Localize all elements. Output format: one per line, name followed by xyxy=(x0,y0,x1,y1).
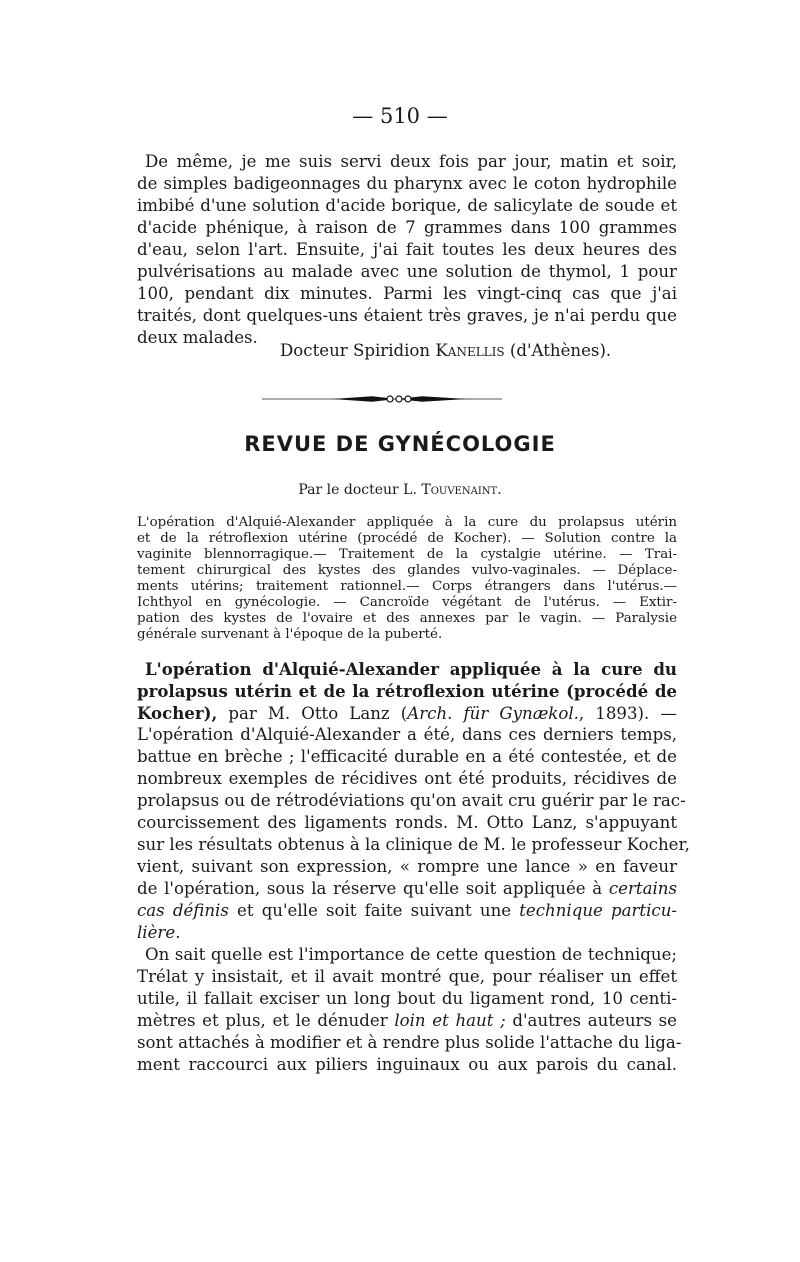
ornamental-rule xyxy=(262,389,502,399)
text-line xyxy=(137,881,677,898)
summary-line: tement chirurgical des kystes des glandes vulvo-vaginales. — Déplace- xyxy=(137,563,677,578)
article-heading-line: L'opération d'Alquié-Alexander appliquée à la cure du xyxy=(145,659,677,679)
text-part: d'autres auteurs se xyxy=(505,1011,677,1030)
summary-line: Ichthyol en gynécologie. — Cancroïde végétant de l'utérus. — Extir- xyxy=(137,595,677,610)
text-line: sont attachés à modifier et à rendre plus solide l'attache du liga- xyxy=(137,1033,682,1052)
heading-bold-part: Kocher), xyxy=(137,703,218,723)
text-part: et qu'elle soit faite suivant une xyxy=(228,901,520,920)
text-line: 100, pendant dix minutes. Parmi les vingt-cinq cas que j'ai xyxy=(137,284,677,303)
text-line: On sait quelle est l'importance de cette question de technique; xyxy=(145,945,677,964)
text-line: Trélat y insistait, et il avait montré que, pour réaliser un effet xyxy=(137,967,677,986)
italic-part: lière xyxy=(137,923,176,942)
text-line: De même, je me suis servi deux fois par jour, matin et soir, xyxy=(145,152,677,171)
summary-line: pation des kystes de l'ovaire et des annexes par le vagin. — Paralysie xyxy=(137,611,677,626)
heading-text-part: par M. Otto Lanz ( xyxy=(217,704,408,723)
italic-part: certains xyxy=(608,879,677,898)
text-line: sur les résultats obtenus à la clinique de M. le professeur Kocher, xyxy=(137,835,690,854)
text-line: battue en brèche ; l'efficacité durable en a été contestée, et de xyxy=(137,747,677,766)
text-line: nombreux exemples de récidives ont été produits, récidives de xyxy=(137,769,677,788)
heading-citation: Arch. für Gynækol. xyxy=(407,704,579,723)
summary-line: générale survenant à l'époque de la puberté. xyxy=(137,627,443,642)
byline-surname: Touvenaint xyxy=(421,482,498,498)
italic-part: technique particu- xyxy=(519,901,677,920)
italic-part: loin et haut ; xyxy=(394,1011,506,1030)
text-line: de simples badigeonnages du pharynx avec le coton hydrophile xyxy=(137,174,677,193)
section-title: REVUE DE GYNÉCOLOGIE xyxy=(244,432,556,456)
signature-prefix: Docteur Spiridion xyxy=(280,341,436,360)
text-line: d'eau, selon l'art. Ensuite, j'ai fait toutes les deux heures des xyxy=(137,240,677,259)
text-line: d'acide phénique, à raison de 7 grammes dans 100 grammes xyxy=(137,218,677,237)
text-line: deux malades. xyxy=(137,328,258,347)
text-line: vient, suivant son expression, « rompre une lance » en faveur xyxy=(137,857,677,876)
page-number: — 510 — xyxy=(352,104,448,128)
text-line: traités, dont quelques-uns étaient très graves, je n'ai perdu que xyxy=(137,306,677,325)
text-line: courcissement des ligaments ronds. M. Otto Lanz, s'appuyant xyxy=(137,813,677,832)
italic-part: cas définis xyxy=(137,901,229,920)
byline-prefix: Par le docteur L. xyxy=(298,482,422,498)
text-line: pulvérisations au malade avec une solution de thymol, 1 pour xyxy=(137,262,677,281)
summary-line: vaginite blennorragique.— Traitement de la cystalgie utérine. — Trai- xyxy=(137,547,677,562)
text-line: L'opération d'Alquié-Alexander a été, dans ces derniers temps, xyxy=(137,725,677,744)
text-part: mètres et plus, et le dénuder xyxy=(137,1011,395,1030)
text-line xyxy=(137,1013,677,1030)
byline xyxy=(0,482,800,498)
rule-ornament-icon xyxy=(262,394,502,404)
signature xyxy=(280,341,611,360)
text-part: de l'opération, sous la réserve qu'elle soit appliquée à xyxy=(137,879,603,898)
article-heading-line: prolapsus utérin et de la rétroflexion utérine (procédé de xyxy=(137,681,677,701)
signature-surname: Kanellis xyxy=(435,341,505,360)
text-line: ment raccourci aux piliers inguinaux ou aux parois du canal. xyxy=(137,1055,677,1074)
heading-text-part: , 1893). — xyxy=(578,704,677,723)
text-line xyxy=(137,903,677,920)
signature-suffix: (d'Athènes). xyxy=(504,341,612,360)
summary-line: L'opération d'Alquié-Alexander appliquée à la cure du prolapsus utérin xyxy=(137,515,677,530)
text-line xyxy=(137,925,677,942)
text-line: prolapsus ou de rétrodéviations qu'on avait cru guérir par le rac- xyxy=(137,791,686,810)
article-heading-line xyxy=(137,705,677,723)
text-part: . xyxy=(175,923,181,942)
text-line: utile, il fallait exciser un long bout du ligament rond, 10 centi- xyxy=(137,989,677,1008)
byline-suffix: . xyxy=(497,482,502,498)
text-line: imbibé d'une solution d'acide borique, de salicylate de soude et xyxy=(137,196,677,215)
summary-line: et de la rétroflexion utérine (procédé de Kocher). — Solution contre la xyxy=(137,531,677,546)
summary-line: ments utérins; traitement rationnel.— Corps étrangers dans l'utérus.— xyxy=(137,579,677,594)
